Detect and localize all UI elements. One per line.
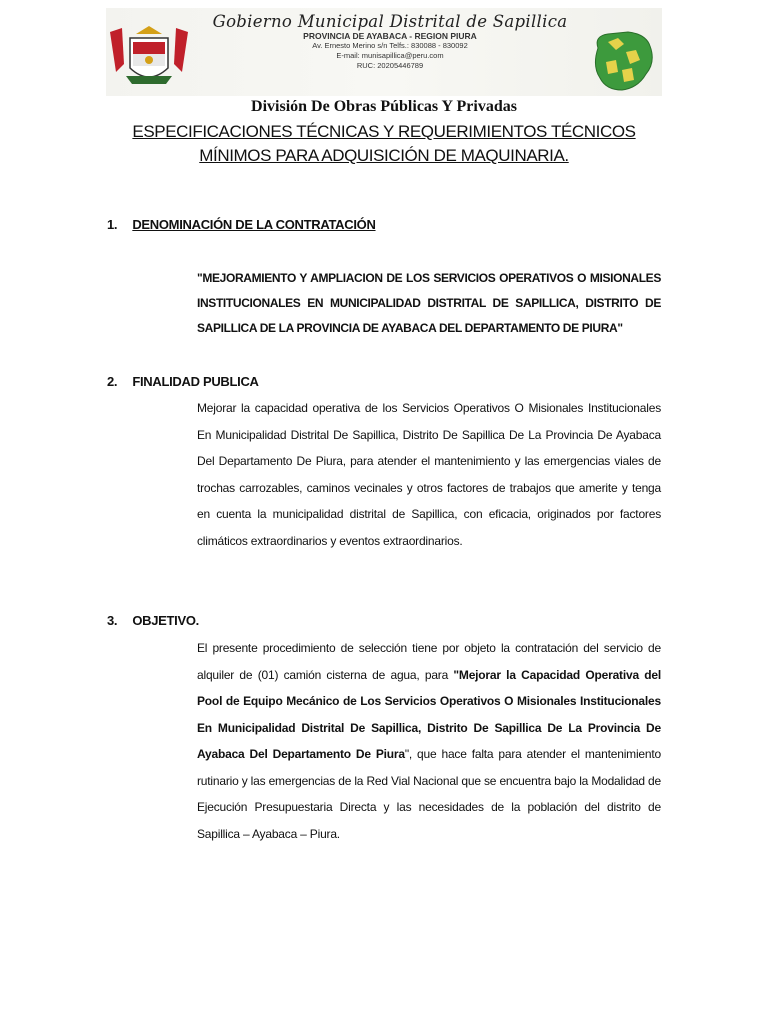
division-heading: División De Obras Públicas Y Privadas xyxy=(251,98,517,115)
letterhead xyxy=(106,8,662,96)
letterhead-text xyxy=(198,12,582,71)
section-title: FINALIDAD PUBLICA xyxy=(132,374,259,389)
objective-intro: El presente procedimiento de selección tiene por objeto la contratación del servicio de alquiler de (01) camión cisterna de agua, para xyxy=(197,641,661,682)
municipality-title: Gobierno Municipal Distrital de Sapillica xyxy=(212,12,568,31)
section-1-heading xyxy=(107,217,376,232)
province-line: PROVINCIA DE AYABACA - REGION PIURA xyxy=(303,31,477,41)
objective-rest: ", que hace falta para atender el mantenimiento rutinario y las emergencias de la Red Vial Nacional que se encuentra bajo la Modalidad de Ejecución Presupuestaria Directa y las necesidades de la población del distrito de Sapillica – Ayabaca – Piura. xyxy=(197,747,661,841)
section-title: OBJETIVO. xyxy=(132,613,199,628)
section-1-body: "MEJORAMIENTO Y AMPLIACION DE LOS SERVICIOS OPERATIVOS O MISIONALES INSTITUCIONALES EN MUNICIPALIDAD DISTRITAL DE SAPILLICA, DISTRITO DE SAPILLICA DE LA PROVINCIA DE AYABACA DEL DEPARTAMENTO DE PIURA" xyxy=(197,271,661,335)
objective-emphasis: "Mejorar la Capacidad Operativa del Pool de Equipo Mecánico de Los Servicios Operativos O Misionales Institucionales En Municipalidad Distrital De Sapillica, Distrito De Sapillica De La Provincia De Ayabaca Del Departamento De Piura xyxy=(197,667,661,761)
ruc-line: RUC: 20205446789 xyxy=(356,61,424,70)
section-number: 1. xyxy=(107,217,118,232)
title-line-1: ESPECIFICACIONES TÉCNICAS Y REQUERIMIENTOS TÉCNICOS xyxy=(132,122,636,141)
municipal-crest-icon xyxy=(108,24,190,90)
title-line-2: MÍNIMOS PARA ADQUISICIÓN DE MAQUINARIA. xyxy=(199,146,569,165)
district-map-icon xyxy=(588,28,658,94)
section-3-heading xyxy=(107,613,199,628)
document-title xyxy=(0,120,768,168)
section-title: DENOMINACIÓN DE LA CONTRATACIÓN xyxy=(132,217,376,232)
section-3-body xyxy=(197,635,661,847)
address-line: Av. Ernesto Merino s/n Telfs.: 830088 - 830092 xyxy=(312,41,468,50)
email-line: E-mail: munisapillica@peru.com xyxy=(336,51,444,60)
section-number: 2. xyxy=(107,374,118,389)
section-2-body: Mejorar la capacidad operativa de los Servicios Operativos O Misionales Institucionales En Municipalidad Distrital De Sapillica, Distrito De Sapillica De La Provincia De Ayabaca Del Departamento De Piura, para atender el mantenimiento y las emergencias viales de trochas carrozables, caminos vecinales y otros factores de trabajos que amerite y tenga en cuenta la municipalidad distrital de Sapillica, con eficacia, originados por factores climáticos extraordinarios y eventos extraordinarios. xyxy=(197,401,661,548)
section-2-heading xyxy=(107,374,259,389)
section-number: 3. xyxy=(107,613,118,628)
